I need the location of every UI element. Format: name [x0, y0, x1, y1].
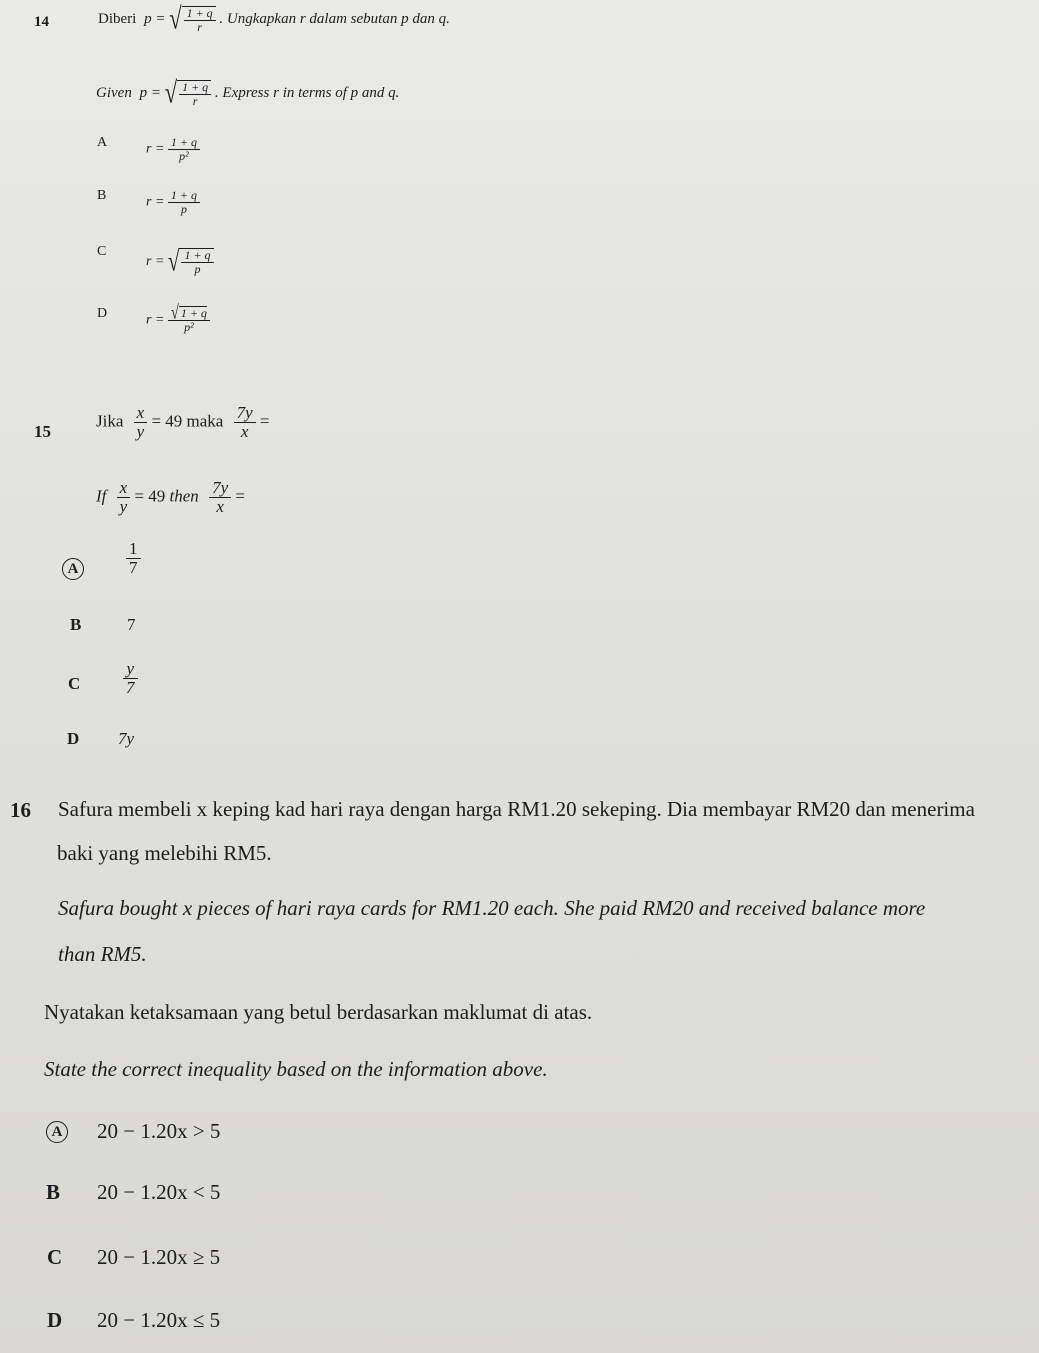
radicand-denominator: r	[192, 93, 198, 108]
given-label-en: Given	[96, 85, 132, 102]
fraction-denominator: x	[216, 496, 224, 516]
option-d-expression[interactable]: 20 − 1.20x ≤ 5	[97, 1308, 221, 1332]
option-denominator: p²	[184, 320, 194, 335]
option-c-expression[interactable]	[123, 660, 138, 697]
option-b-expression[interactable]	[146, 189, 200, 215]
q16-instruction-english: State the correct inequality based on the information above.	[44, 1057, 548, 1081]
question-number: 16	[10, 798, 31, 822]
q14-english-stem	[96, 75, 400, 110]
option-lhs: r =	[146, 141, 165, 157]
option-a-letter[interactable]: A	[97, 135, 108, 150]
sqrt-icon: √	[169, 1, 182, 36]
option-c-letter[interactable]: C	[68, 674, 81, 693]
jika-label: Jika	[96, 411, 124, 431]
option-a-expression[interactable]: 20 − 1.20x > 5	[97, 1119, 221, 1143]
option-denominator: p²	[179, 148, 189, 163]
option-lhs: r =	[146, 253, 165, 269]
option-lhs: r =	[146, 194, 165, 210]
radicand-denominator: r	[197, 19, 202, 34]
malay-instruction: . Ungkapkan r dalam sebutan p dan q.	[219, 11, 450, 28]
option-denominator: 7	[126, 677, 135, 697]
option-numerator: 1 + q	[168, 189, 200, 203]
option-denominator: p	[194, 261, 201, 276]
sqrt-expression	[169, 1, 215, 36]
then-label: then	[169, 486, 199, 506]
option-b-letter[interactable]: B	[46, 1180, 61, 1204]
radicand-numerator: 1 + q	[184, 7, 216, 21]
equals-sign: =	[235, 486, 245, 506]
option-numerator: y	[123, 660, 138, 679]
given-label: Diberi	[98, 11, 137, 28]
equals-49: = 49	[134, 486, 166, 506]
option-numerator: 1 + q	[180, 306, 207, 321]
q16-english-line-1: Safura bought x pieces of hari raya cards for RM1.20 each. She paid RM20 and received balance more	[58, 896, 926, 920]
q16-malay-line-1: Safura membeli x keping kad hari raya dengan harga RM1.20 sekeping. Dia membayar RM20 dan menerima	[58, 797, 975, 821]
option-a-expression[interactable]	[146, 136, 200, 162]
option-b-expression[interactable]: 7	[127, 615, 136, 634]
p-equals-en: p =	[139, 85, 161, 102]
q15-english-stem	[96, 479, 245, 516]
p-equals: p =	[144, 11, 166, 28]
option-a-expression[interactable]	[126, 540, 141, 577]
option-c-letter[interactable]: C	[97, 244, 107, 259]
option-numerator: 1 + q	[168, 136, 200, 150]
option-numerator: 1 + q	[181, 249, 213, 263]
option-c-letter[interactable]: C	[47, 1245, 63, 1269]
fraction-denominator: y	[136, 421, 145, 441]
option-lhs: r =	[146, 312, 165, 328]
equals-49: = 49	[151, 411, 183, 431]
option-c-expression[interactable]	[146, 244, 214, 278]
q16-malay-line-2: baki yang melebihi RM5.	[57, 841, 272, 865]
q16-english-line-2: than RM5.	[58, 942, 147, 966]
fraction-numerator: 7y	[209, 479, 231, 498]
fraction-denominator: x	[240, 421, 249, 441]
sqrt-expression	[170, 302, 207, 324]
q14-malay-stem	[98, 1, 450, 36]
option-d-expression[interactable]: 7y	[118, 729, 135, 748]
maka-label: maka	[186, 411, 224, 431]
fraction-numerator: 7y	[234, 404, 256, 423]
option-a-letter-circled[interactable]: A	[46, 1121, 68, 1143]
option-d-letter[interactable]: D	[97, 306, 108, 321]
sqrt-icon: √	[170, 302, 179, 324]
sqrt-icon: √	[164, 75, 178, 110]
option-b-letter[interactable]: B	[97, 188, 107, 203]
option-b-expression[interactable]: 20 − 1.20x < 5	[97, 1180, 221, 1204]
equals-sign: =	[259, 411, 270, 431]
option-numerator: 1	[126, 540, 141, 559]
q15-malay-stem	[96, 404, 270, 441]
option-b-letter[interactable]: B	[70, 615, 82, 634]
fraction-numerator: x	[117, 479, 131, 498]
option-denominator: p	[180, 201, 187, 216]
option-a-letter-circled[interactable]: A	[62, 558, 84, 580]
if-label: If	[96, 486, 107, 506]
sqrt-expression	[167, 244, 214, 278]
option-d-letter[interactable]: D	[67, 729, 80, 748]
english-instruction: . Express r in terms of p and q.	[214, 85, 400, 102]
sqrt-expression-en	[164, 75, 211, 110]
question-number: 14	[34, 14, 49, 30]
option-denominator: 7	[129, 557, 138, 577]
fraction-numerator: x	[134, 404, 148, 423]
option-d-letter[interactable]: D	[47, 1308, 63, 1332]
option-d-expression[interactable]	[146, 302, 210, 335]
radicand-numerator: 1 + q	[179, 81, 211, 95]
option-c-expression[interactable]: 20 − 1.20x ≥ 5	[97, 1245, 221, 1269]
q16-instruction-malay: Nyatakan ketaksamaan yang betul berdasarkan maklumat di atas.	[44, 1000, 593, 1024]
sqrt-icon: √	[167, 244, 180, 278]
fraction-denominator: y	[119, 496, 128, 516]
question-number: 15	[34, 422, 51, 441]
